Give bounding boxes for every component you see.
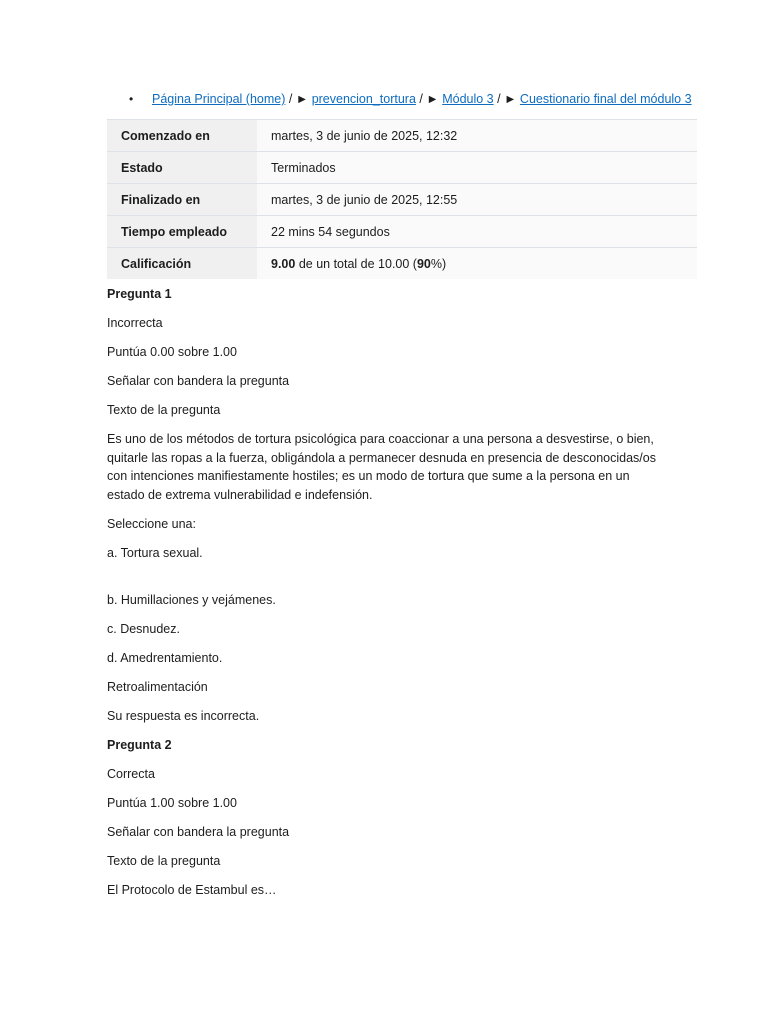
question-status: Incorrecta [107, 316, 163, 330]
breadcrumb-course-link[interactable]: prevencion_tortura [311, 92, 416, 106]
breadcrumb-separator: / [285, 92, 296, 106]
bullet-icon: • [129, 92, 134, 106]
breadcrumb-separator: / [493, 92, 505, 106]
question-title: Pregunta 1 [107, 287, 172, 301]
summary-label: Comenzado en [107, 120, 257, 152]
grade-score: 9.00 [271, 256, 296, 271]
grade-text: de un total de 10.00 ( [295, 256, 417, 271]
summary-row-state [107, 152, 697, 184]
question-status: Correcta [107, 767, 155, 781]
summary-label: Finalizado en [107, 184, 257, 216]
summary-row-time [107, 216, 697, 248]
feedback-text: Su respuesta es incorrecta. [107, 709, 260, 723]
question-text-label: Texto de la pregunta [107, 854, 221, 868]
summary-label: Calificación [107, 248, 257, 280]
breadcrumb-separator: / [415, 92, 427, 106]
question-points: Puntúa 1.00 sobre 1.00 [107, 796, 237, 810]
summary-label: Estado [107, 152, 257, 184]
breadcrumb-quiz-link[interactable]: Cuestionario final del módulo 3 [519, 92, 692, 106]
summary-value: martes, 3 de junio de 2025, 12:55 [257, 184, 697, 216]
quiz-summary-table [107, 119, 697, 279]
answer-option-a[interactable]: a. Tortura sexual. [107, 546, 203, 560]
flag-question-link[interactable]: Señalar con bandera la pregunta [107, 374, 290, 388]
answer-option-b[interactable]: b. Humillaciones y vejámenes. [107, 593, 276, 607]
summary-row-grade [107, 248, 697, 280]
summary-label: Tiempo empleado [107, 216, 257, 248]
answer-prompt: Seleccione una: [107, 517, 196, 531]
grade-percent: 90 [416, 256, 431, 271]
breadcrumb-arrow-icon: ► [504, 92, 520, 106]
flag-question-link[interactable]: Señalar con bandera la pregunta [107, 825, 290, 839]
summary-value: martes, 3 de junio de 2025, 12:32 [257, 120, 697, 152]
quiz-review [107, 90, 697, 899]
summary-row-started [107, 120, 697, 152]
summary-row-finished [107, 184, 697, 216]
breadcrumb-arrow-icon: ► [295, 92, 312, 106]
answer-option-c[interactable]: c. Desnudez. [107, 622, 180, 636]
answer-option-d[interactable]: d. Amedrentamiento. [107, 651, 223, 665]
grade-text-end: %) [430, 256, 447, 271]
question-points: Puntúa 0.00 sobre 1.00 [107, 345, 237, 359]
question-1 [107, 285, 697, 736]
breadcrumb-module-link[interactable]: Módulo 3 [442, 92, 494, 106]
question-title: Pregunta 2 [107, 738, 172, 752]
breadcrumb [107, 90, 697, 109]
summary-value [257, 248, 697, 280]
question-text: Es uno de los métodos de tortura psicológica para coaccionar a una persona a desvestirse, o bien, quitarle las ropas a la fuerza, obligándola a permanecer desnuda en presencia de desconocidas/os con intenciones manifiestamente hostiles; es un modo de tortura que sume a la persona en un estado de extrema vulnerabilidad e indefensión. [107, 432, 656, 502]
breadcrumb-arrow-icon: ► [426, 92, 443, 106]
feedback-label: Retroalimentación [107, 680, 208, 694]
breadcrumb-home-link[interactable]: Página Principal (home) [152, 92, 286, 106]
summary-value: 22 mins 54 segundos [257, 216, 697, 248]
summary-value: Terminados [257, 152, 697, 184]
question-2 [107, 736, 697, 899]
question-text: El Protocolo de Estambul es… [107, 883, 277, 897]
question-text-label: Texto de la pregunta [107, 403, 221, 417]
